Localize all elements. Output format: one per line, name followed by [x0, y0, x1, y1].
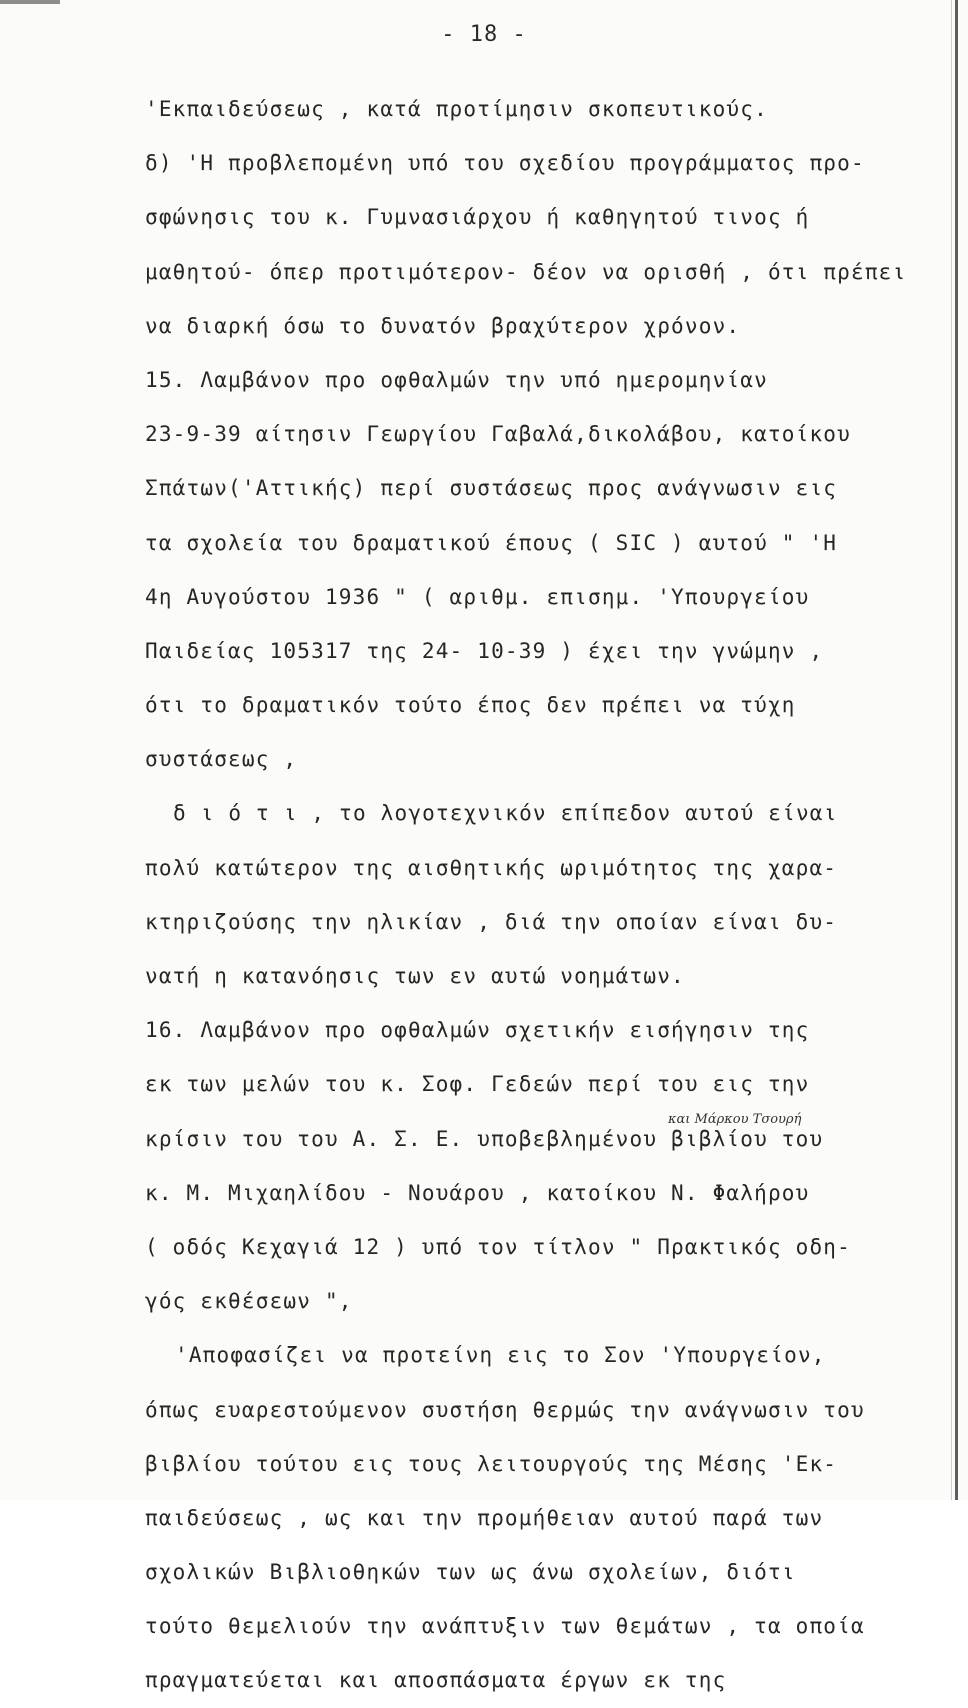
text-line: Σπάτων('Αττικής) περί συστάσεως προς ανάγνωσιν εις	[145, 476, 838, 501]
text-line: τα σχολεία του δραματικού έπους ( SIC ) αυτού " 'Η	[145, 530, 838, 555]
text-line: εκ των μελών του κ. Σοφ. Γεδεών περί του εις την	[145, 1072, 810, 1097]
text-line: πολύ κατώτερον της αισθητικής ωριμότητος της χαρα-	[145, 855, 838, 880]
scan-edge-top	[0, 0, 60, 4]
text-line: νατή η κατανόησις των εν αυτώ νοημάτων.	[145, 964, 685, 988]
scan-edge-right	[955, 0, 958, 1500]
typed-text-body	[145, 82, 925, 1708]
text-line: πραγματεύεται και αποσπάσματα έργων εκ της	[145, 1668, 727, 1693]
text-line: 'Αποφασίζει να προτείνη εις το Σον 'Υπουργείον,	[175, 1343, 826, 1368]
text-line: 'Εκπαιδεύσεως , κατά προτίμησιν σκοπευτικούς.	[145, 97, 768, 121]
text-line: βιβλίου τούτου εις τους λειτουργούς της Μέσης 'Εκ-	[145, 1451, 838, 1476]
text-line: παιδεύσεως , ως και την προμήθειαν αυτού παρά των	[145, 1505, 824, 1530]
text-line: 4η Αυγούστου 1936 " ( αριθμ. επισημ. 'Υπουργείου	[145, 584, 810, 609]
text-line: ότι το δραματικόν τούτο έπος δεν πρέπει να τύχη	[145, 693, 796, 718]
text-line: μαθητού- όπερ προτιμότερον- δέον να ορισθή , ότι πρέπει	[145, 259, 907, 284]
text-line: 16. Λαμβάνον προ οφθαλμών σχετικήν εισήγησιν της	[145, 1018, 810, 1043]
scan-edge-right-inner	[951, 0, 952, 1500]
text-line: κ. Μ. Μιχαηλίδου - Νουάρου , κατοίκου Ν. Φαλήρου	[145, 1180, 810, 1205]
text-line: 15. Λαμβάνον προ οφθαλμών την υπό ημερομηνίαν	[145, 367, 768, 392]
text-line: συστάσεως ,	[145, 747, 298, 772]
text-line: κτηριζούσης την ηλικίαν , διά την οποίαν είναι δυ-	[145, 909, 838, 934]
text-line: σχολικών Βιβλιοθηκών των ως άνω σχολείων, διότι	[145, 1560, 796, 1585]
text-line: να διαρκή όσω το δυνατόν βραχύτερον χρόνον.	[145, 313, 741, 338]
text-line: Παιδείας 105317 της 24- 10-39 ) έχει την γνώμην ,	[145, 638, 824, 663]
text-line: τούτο θεμελιούν την ανάπτυξιν των θεμάτων , τα οποία	[145, 1614, 865, 1639]
handwritten-insertion: και Μάρκου Τσουρή	[668, 1112, 802, 1127]
text-line: γός εκθέσεων ",	[145, 1289, 353, 1314]
text-line: όπως ευαρεστούμενον συστήση θερμώς την ανάγνωσιν του	[145, 1397, 865, 1422]
text-line: κρίσιν του του Α. Σ. Ε. υποβεβλημένου βιβλίου του	[145, 1126, 824, 1151]
text-line: δ) 'Η προβλεπομένη υπό του σχεδίου προγράμματος προ-	[145, 151, 865, 176]
page-number: - 18 -	[441, 22, 527, 47]
text-line: ( οδός Κεχαγιά 12 ) υπό τον τίτλον " Πρακτικός οδη-	[145, 1234, 851, 1259]
text-line: δ ι ό τ ι , το λογοτεχνικόν επίπεδον αυτού είναι	[173, 801, 838, 826]
text-line: σφώνησις του κ. Γυμνασιάρχου ή καθηγητού τινος ή	[145, 205, 810, 230]
text-line: 23-9-39 αίτησιν Γεωργίου Γαβαλά,δικολάβου, κατοίκου	[145, 422, 851, 447]
